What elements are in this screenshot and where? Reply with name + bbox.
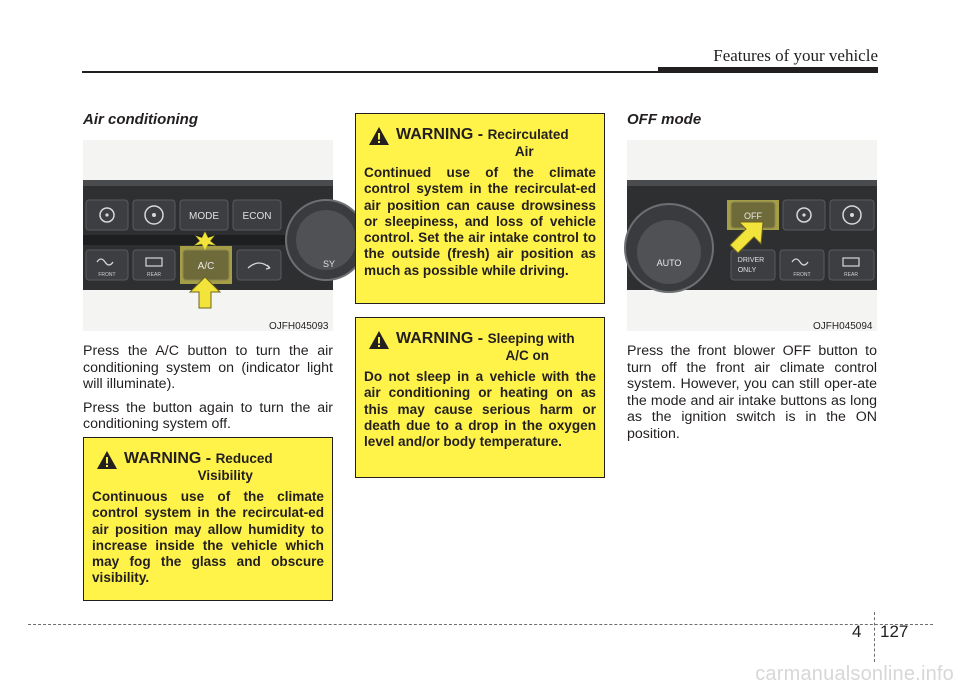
off-button-photo: [627, 140, 877, 331]
off-mode-instructions: [627, 343, 877, 450]
warning-label: WARNING -: [396, 126, 484, 143]
header-title: Features of your vehicle: [713, 46, 878, 65]
warning-box-recirculated-air: [355, 113, 605, 304]
warning-triangle-icon: [368, 126, 390, 146]
warning-header: [92, 450, 324, 483]
warning-label: WARNING -: [124, 450, 212, 467]
chapter-number: 4: [852, 622, 862, 641]
photo-code: OJFH045094: [813, 321, 873, 332]
ac-button-photo: [83, 140, 336, 331]
warning-triangle-icon: [96, 450, 118, 470]
page-number: 127: [880, 622, 909, 641]
svg-text:SY: SY: [323, 259, 336, 269]
warning-topic-line2: Visibility: [197, 468, 253, 483]
warning-body: Continuous use of the climate control system in the recirculat-ed air position may allow humidity to increase inside the vehicle which may fog the glass and obscure visibility.: [92, 489, 324, 586]
footer-rule: [28, 624, 933, 625]
section-heading-off-mode: OFF mode: [627, 111, 702, 128]
driver-only-button-label: ONLY: [737, 267, 757, 274]
warning-header: [364, 126, 596, 159]
warning-body: Continued use of the climate control system in the recirculat-ed air position can cause drowsiness or sleepiness, and loss of vehicle control. Set the air intake control to the outside (fresh) air position as much as possible while driving.: [364, 165, 596, 278]
front-button-label: FRONT: [98, 272, 116, 278]
header-rule-accent: [658, 67, 878, 73]
driver-button-label: DRIVER: [737, 257, 765, 264]
paragraph: Press the A/C button to turn the air conditioning system on (indicator light will illuminate).: [83, 343, 333, 393]
econ-button-label: ECON: [242, 211, 272, 222]
warning-topic: Recirculated: [487, 127, 569, 142]
warning-box-sleeping-with-ac: [355, 317, 605, 478]
header-rule: [82, 71, 662, 73]
warning-label: WARNING -: [396, 330, 484, 347]
ac-instructions: [83, 343, 333, 440]
auto-knob-label: AUTO: [656, 258, 682, 268]
ac-button-label: A/C: [197, 261, 215, 272]
warning-body: Do not sleep in a vehicle with the air conditioning or heating on as this may cause serious harm or death due to a drop in the oxygen level and/or body temperature.: [364, 369, 596, 450]
warning-header: [364, 330, 596, 363]
ac-panel-illustration: [83, 140, 336, 331]
paragraph: Press the front blower OFF button to turn off the front air climate control system. However, you can still oper-ate the mode and air intake buttons as long as the ignition switch is in the ON position.: [627, 343, 877, 442]
front-button-label: FRONT: [793, 272, 811, 278]
paragraph: Press the button again to turn the air conditioning system off.: [83, 399, 333, 433]
warning-topic: Sleeping with: [487, 331, 575, 346]
warning-topic-line2: Air: [514, 144, 534, 159]
warning-topic-line2: A/C on: [505, 348, 550, 363]
footer-divider: [874, 612, 875, 662]
watermark: carmanualsonline.info: [755, 663, 954, 685]
mode-button-label: MODE: [189, 211, 219, 222]
off-panel-illustration: [627, 140, 877, 331]
warning-box-reduced-visibility: [83, 437, 333, 601]
warning-triangle-icon: [368, 330, 390, 350]
off-button-label: OFF: [744, 211, 762, 221]
rear-button-label: REAR: [147, 272, 161, 278]
section-heading-air-conditioning: Air conditioning: [83, 111, 198, 128]
rear-button-label: REAR: [844, 272, 858, 278]
warning-topic: Reduced: [215, 451, 273, 466]
photo-code: OJFH045093: [269, 321, 329, 332]
